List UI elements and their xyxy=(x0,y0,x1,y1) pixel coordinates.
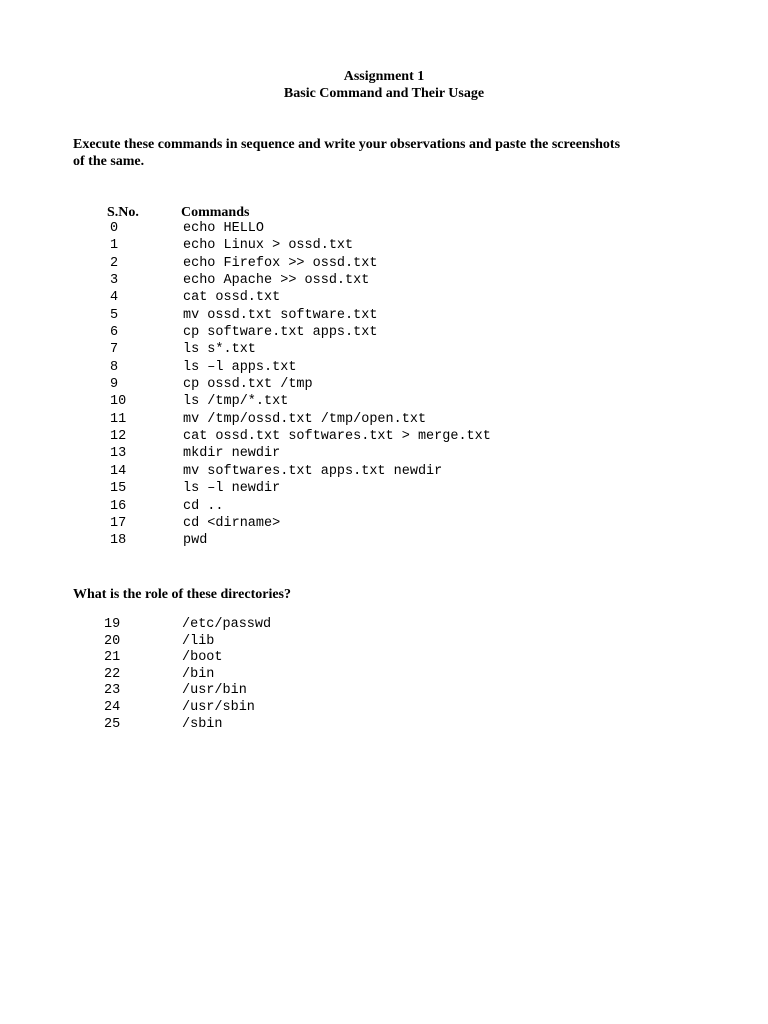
row-number: 13 xyxy=(110,446,127,462)
row-number: 2 xyxy=(110,255,119,271)
command-text: cd .. xyxy=(183,498,224,514)
command-text: echo Apache >> ossd.txt xyxy=(183,273,370,289)
directory-row xyxy=(0,634,768,651)
command-text: cat ossd.txt softwares.txt > merge.txt xyxy=(183,429,491,445)
row-number: 4 xyxy=(110,290,119,306)
command-text: cd <dirname> xyxy=(183,515,281,531)
command-row xyxy=(0,376,768,393)
command-row xyxy=(0,272,768,289)
row-number: 5 xyxy=(110,307,119,323)
command-row xyxy=(0,289,768,306)
row-number: 14 xyxy=(110,463,127,479)
row-number: 16 xyxy=(110,498,127,514)
row-number: 12 xyxy=(110,429,127,445)
directories-question: What is the role of these directories? xyxy=(73,587,291,602)
row-number: 21 xyxy=(104,650,121,666)
command-row xyxy=(0,324,768,341)
command-row xyxy=(0,307,768,324)
command-row xyxy=(0,515,768,532)
directory-row xyxy=(0,617,768,634)
directory-path: /etc/passwd xyxy=(182,617,272,632)
row-number: 7 xyxy=(110,342,119,358)
row-number: 9 xyxy=(110,377,119,393)
command-row xyxy=(0,255,768,272)
directory-row xyxy=(0,650,768,667)
row-number: 24 xyxy=(104,699,121,715)
command-text: ls –l apps.txt xyxy=(183,359,297,375)
command-text: echo Firefox >> ossd.txt xyxy=(183,255,378,271)
command-row xyxy=(0,498,768,515)
row-number: 3 xyxy=(110,273,119,289)
row-number: 11 xyxy=(110,411,127,427)
command-text: echo HELLO xyxy=(183,221,265,236)
directory-row xyxy=(0,717,768,734)
command-text: cat ossd.txt xyxy=(183,290,281,306)
command-text: mkdir newdir xyxy=(183,446,281,462)
document-title: Assignment 1 xyxy=(343,69,425,84)
directory-row xyxy=(0,700,768,717)
column-header-commands: Commands xyxy=(181,205,250,220)
row-number: 0 xyxy=(110,221,119,236)
command-row xyxy=(0,428,768,445)
column-header-sno: S.No. xyxy=(107,205,139,220)
command-text: mv /tmp/ossd.txt /tmp/open.txt xyxy=(183,411,427,427)
command-row xyxy=(0,220,768,237)
row-number: 22 xyxy=(104,666,121,682)
row-number: 10 xyxy=(110,394,127,410)
row-number: 15 xyxy=(110,481,127,497)
command-text: ls s*.txt xyxy=(183,342,256,358)
command-text: cp software.txt apps.txt xyxy=(183,325,378,341)
directory-row xyxy=(0,683,768,700)
command-row xyxy=(0,341,768,358)
row-number: 18 xyxy=(110,533,127,549)
command-text: ls –l newdir xyxy=(183,481,281,497)
row-number: 19 xyxy=(104,617,121,632)
directory-path: /boot xyxy=(182,650,223,666)
command-row xyxy=(0,393,768,410)
command-row xyxy=(0,480,768,497)
row-number: 23 xyxy=(104,683,121,699)
command-row xyxy=(0,445,768,462)
command-text: pwd xyxy=(183,533,208,549)
command-row xyxy=(0,463,768,480)
command-text: echo Linux > ossd.txt xyxy=(183,238,354,254)
directory-path: /usr/bin xyxy=(182,683,247,699)
directory-path: /sbin xyxy=(182,716,223,732)
row-number: 1 xyxy=(110,238,119,254)
command-row xyxy=(0,411,768,428)
command-text: ls /tmp/*.txt xyxy=(183,394,289,410)
command-text: mv softwares.txt apps.txt newdir xyxy=(183,463,443,479)
directory-row xyxy=(0,667,768,684)
commands-list xyxy=(0,220,768,550)
instruction-text: Execute these commands in sequence and write your observations and paste the screenshots of the same. xyxy=(73,137,621,169)
directories-list xyxy=(0,617,768,733)
row-number: 17 xyxy=(110,515,127,531)
row-number: 25 xyxy=(104,716,121,732)
command-row xyxy=(0,359,768,376)
command-row xyxy=(0,532,768,549)
command-row xyxy=(0,237,768,254)
row-number: 20 xyxy=(104,633,121,649)
row-number: 6 xyxy=(110,325,119,341)
directory-path: /bin xyxy=(182,666,215,682)
command-text: cp ossd.txt /tmp xyxy=(183,377,313,393)
directory-path: /usr/sbin xyxy=(182,699,255,715)
row-number: 8 xyxy=(110,359,119,375)
directory-path: /lib xyxy=(182,633,215,649)
document-subtitle: Basic Command and Their Usage xyxy=(283,86,485,101)
command-text: mv ossd.txt software.txt xyxy=(183,307,378,323)
